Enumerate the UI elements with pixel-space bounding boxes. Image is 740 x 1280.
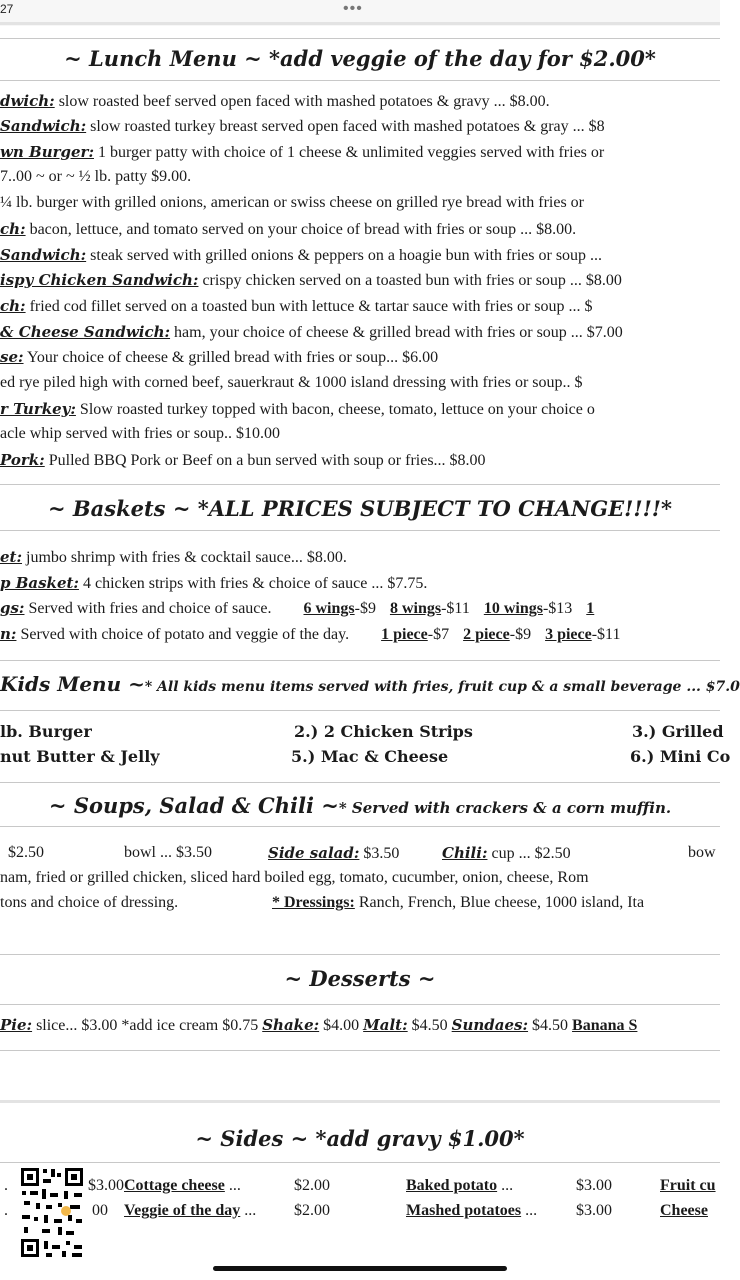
lunch-item — [0, 92, 720, 111]
desserts-title: ~ Desserts ~ — [284, 966, 436, 991]
side-dots: ... — [240, 1202, 257, 1219]
soups-subtitle: * Served with crackers & a corn muffin. — [338, 799, 672, 817]
side-name: Baked potato — [406, 1177, 498, 1194]
basket-item-desc: Served with choice of potato and veggie of the day. — [16, 626, 350, 643]
lunch-item-name: ch: — [0, 220, 26, 238]
lunch-item — [0, 271, 720, 290]
lunch-item-desc: Pulled BBQ Pork or Beef on a bun served with soup or fries... $8.00 — [44, 452, 486, 469]
side-item — [124, 1202, 256, 1220]
lunch-item-desc: slow roasted turkey breast served open faced with mashed potatoes & gray ... $8 — [86, 118, 605, 135]
divider — [0, 1004, 720, 1005]
lunch-item-desc: 7..00 ~ or ~ ½ lb. patty $9.00. — [0, 168, 192, 185]
kids-item: lb. Burger — [0, 722, 92, 741]
lunch-item — [0, 143, 720, 162]
divider — [0, 782, 720, 783]
divider — [0, 1100, 720, 1103]
divider — [0, 710, 720, 711]
soup-bowl-price: bowl ... $3.50 — [124, 844, 212, 861]
side-item — [124, 1177, 241, 1195]
lunch-item-desc: acle whip served with fries or soup.. $10.00 — [0, 425, 280, 442]
basket-item — [0, 599, 720, 618]
chili-price: cup ... $2.50 — [487, 845, 571, 862]
lunch-item-desc: 1 burger patty with choice of 1 cheese & unlimited veggies served with fries or — [94, 144, 605, 161]
divider — [0, 826, 720, 827]
dessert-name: Shake: — [262, 1016, 320, 1034]
side-item — [406, 1202, 537, 1220]
lunch-item-desc: slow roasted beef served open faced with mashed potatoes & gravy ... $8.00. — [54, 93, 550, 110]
basket-option-price: -$9 — [354, 600, 376, 617]
basket-item — [0, 574, 720, 593]
basket-option-price: -$11 — [441, 600, 470, 617]
basket-option-price: -$9 — [509, 626, 532, 643]
lunch-item — [0, 117, 720, 136]
lunch-item — [0, 168, 720, 186]
dessert-desc: slice... $3.00 *add ice cream $0.75 — [32, 1017, 263, 1034]
divider — [0, 22, 720, 25]
dessert-name: Banana S — [572, 1017, 638, 1034]
divider — [0, 80, 720, 81]
side-price: $3.00 — [576, 1177, 612, 1194]
dressings-label: * Dressings: — [272, 894, 355, 911]
basket-option-label: 10 wings — [483, 600, 543, 617]
basket-item-name: et: — [0, 548, 23, 566]
side-name: Fruit cu — [660, 1177, 716, 1194]
salad-description: nam, fried or grilled chicken, sliced hard boiled egg, tomato, cucumber, onion, cheese, Rom — [0, 869, 589, 886]
side-price: 00 — [92, 1202, 108, 1219]
dressings-item — [272, 894, 644, 912]
side-dots: ... — [497, 1177, 514, 1194]
lunch-item — [0, 246, 720, 265]
lunch-item — [0, 323, 720, 342]
lunch-item-name: & Cheese Sandwich: — [0, 323, 171, 341]
basket-option-price: -$11 — [591, 626, 621, 643]
divider — [0, 660, 720, 661]
dessert-desc: $4.00 — [319, 1017, 364, 1034]
more-options-icon[interactable]: ••• — [343, 0, 363, 17]
kids-item: 6.) Mini Co — [630, 747, 731, 766]
dressings-list: Ranch, French, Blue cheese, 1000 island, Ita — [354, 894, 645, 911]
side-name: Mashed potatoes — [406, 1202, 522, 1219]
side-salad-price: $3.50 — [359, 845, 400, 862]
kids-title: Kids Menu ~ — [0, 672, 145, 696]
divider — [0, 1162, 720, 1163]
soup-cup-price: $2.50 — [8, 844, 44, 861]
divider — [0, 38, 720, 39]
basket-item-desc: jumbo shrimp with fries & cocktail sauce... $8.00. — [22, 549, 347, 566]
basket-option-label: 2 piece — [463, 626, 510, 643]
kids-item: 3.) Grilled — [632, 722, 724, 741]
side-price: $2.00 — [294, 1202, 330, 1219]
lunch-item-name: dwich: — [0, 92, 55, 110]
basket-item — [0, 548, 720, 567]
basket-option-label: 6 wings — [303, 600, 355, 617]
home-indicator[interactable] — [213, 1266, 507, 1271]
dessert-desc: $4.50 — [528, 1017, 573, 1034]
lunch-item-name: ch: — [0, 297, 26, 315]
divider — [0, 530, 720, 531]
basket-item-name: p Basket: — [0, 574, 79, 592]
lunch-item-name: Sandwich: — [0, 117, 87, 135]
lunch-item — [0, 348, 720, 367]
lunch-item — [0, 425, 720, 443]
lunch-item-desc: bacon, lettuce, and tomato served on your choice of bread with fries or soup ... $8.00. — [25, 221, 577, 238]
lunch-title: ~ Lunch Menu ~ *add veggie of the day for $2.00* — [64, 46, 656, 71]
basket-item-name: n: — [0, 625, 17, 643]
qr-code-icon[interactable] — [18, 1165, 86, 1260]
side-salad-label: Side salad: — [268, 844, 360, 862]
lunch-item — [0, 374, 720, 392]
kids-subtitle: * All kids menu items served with fries, fruit cup & a small beverage ... $7.0 — [144, 679, 740, 695]
baskets-title: ~ Baskets ~ *ALL PRICES SUBJECT TO CHANGE!!!!* — [47, 496, 672, 521]
divider — [0, 954, 720, 955]
lunch-item-name: r Turkey: — [0, 400, 76, 418]
side-dots: ... — [224, 1177, 241, 1194]
divider — [0, 484, 720, 485]
side-dots: ... — [521, 1202, 538, 1219]
lunch-item-name: wn Burger: — [0, 143, 94, 161]
lunch-item-desc: fried cod fillet served on a toasted bun with lettuce & tartar sauce with fries or soup ... $ — [25, 298, 593, 315]
lunch-item-name: ispy Chicken Sandwich: — [0, 271, 199, 289]
lunch-item-desc: Slow roasted turkey topped with bacon, cheese, tomato, lettuce on your choice o — [75, 401, 595, 418]
side-price: $3.00 — [576, 1202, 612, 1219]
lunch-item-name: Pork: — [0, 451, 45, 469]
soups-title-row — [0, 793, 720, 818]
kids-item: 5.) Mac & Cheese — [291, 747, 449, 766]
sides-title: ~ Sides ~ *add gravy $1.00* — [195, 1126, 525, 1151]
chili-bowl: bow — [688, 844, 716, 861]
side-name: Veggie of the day — [124, 1202, 241, 1219]
side-price: $3.00 — [88, 1177, 124, 1194]
divider — [0, 1050, 720, 1051]
lunch-item-desc: ed rye piled high with corned beef, sauerkraut & 1000 island dressing with fries or soup.. $ — [0, 374, 583, 391]
side-dots: . — [4, 1177, 8, 1194]
basket-item-desc: Served with fries and choice of sauce. — [24, 600, 272, 617]
lunch-item — [0, 220, 720, 239]
side-salad-item — [268, 844, 399, 863]
side-name: Cheese — [660, 1202, 708, 1219]
side-item — [406, 1177, 513, 1195]
basket-option-label: 8 wings — [389, 600, 442, 617]
kids-item: 2.) 2 Chicken Strips — [294, 722, 473, 741]
soups-title: ~ Soups, Salad & Chili ~ — [48, 793, 339, 818]
side-item — [660, 1202, 708, 1220]
lunch-item — [0, 194, 720, 212]
desserts-row — [0, 1016, 720, 1035]
chili-item — [442, 844, 571, 863]
lunch-item — [0, 400, 720, 419]
side-price: $2.00 — [294, 1177, 330, 1194]
basket-item-desc: 4 chicken strips with fries & choice of sauce ... $7.75. — [78, 575, 428, 592]
basket-option-price: -$13 — [542, 600, 573, 617]
basket-item — [0, 625, 720, 644]
basket-item-name: gs: — [0, 599, 25, 617]
lunch-item — [0, 451, 720, 470]
lunch-item-desc: ham, your choice of cheese & grilled bread with fries or soup ... $7.00 — [170, 324, 623, 341]
lunch-item-desc: steak served with grilled onions & peppers on a hoagie bun with fries or soup ... — [86, 247, 603, 264]
dessert-name: Sundaes: — [451, 1016, 529, 1034]
lunch-item-desc: crispy chicken served on a toasted bun with fries or soup ... $8.00 — [198, 272, 622, 289]
dessert-name: Pie: — [0, 1016, 33, 1034]
basket-option-label: 1 — [586, 600, 595, 617]
side-name: Cottage cheese — [124, 1177, 225, 1194]
lunch-item-desc: ¼ lb. burger with grilled onions, american or swiss cheese on grilled rye bread with fries or — [0, 194, 584, 211]
lunch-item-name: Sandwich: — [0, 246, 87, 264]
basket-option-label: 1 piece — [381, 626, 428, 643]
salad-description-end: tons and choice of dressing. — [0, 894, 179, 911]
status-time: 27 — [0, 2, 14, 16]
dessert-name: Malt: — [363, 1016, 408, 1034]
basket-option-price: -$7 — [427, 626, 450, 643]
dessert-desc: $4.50 — [407, 1017, 452, 1034]
lunch-item-desc: Your choice of cheese & grilled bread with fries or soup... $6.00 — [23, 349, 439, 366]
lunch-item-name: se: — [0, 348, 24, 366]
kids-title-row — [0, 672, 740, 696]
side-dots: . — [4, 1202, 8, 1219]
chili-label: Chili: — [442, 844, 488, 862]
kids-item: nut Butter & Jelly — [0, 747, 160, 766]
basket-option-label: 3 piece — [545, 626, 592, 643]
side-item — [660, 1177, 716, 1195]
lunch-item — [0, 297, 720, 316]
